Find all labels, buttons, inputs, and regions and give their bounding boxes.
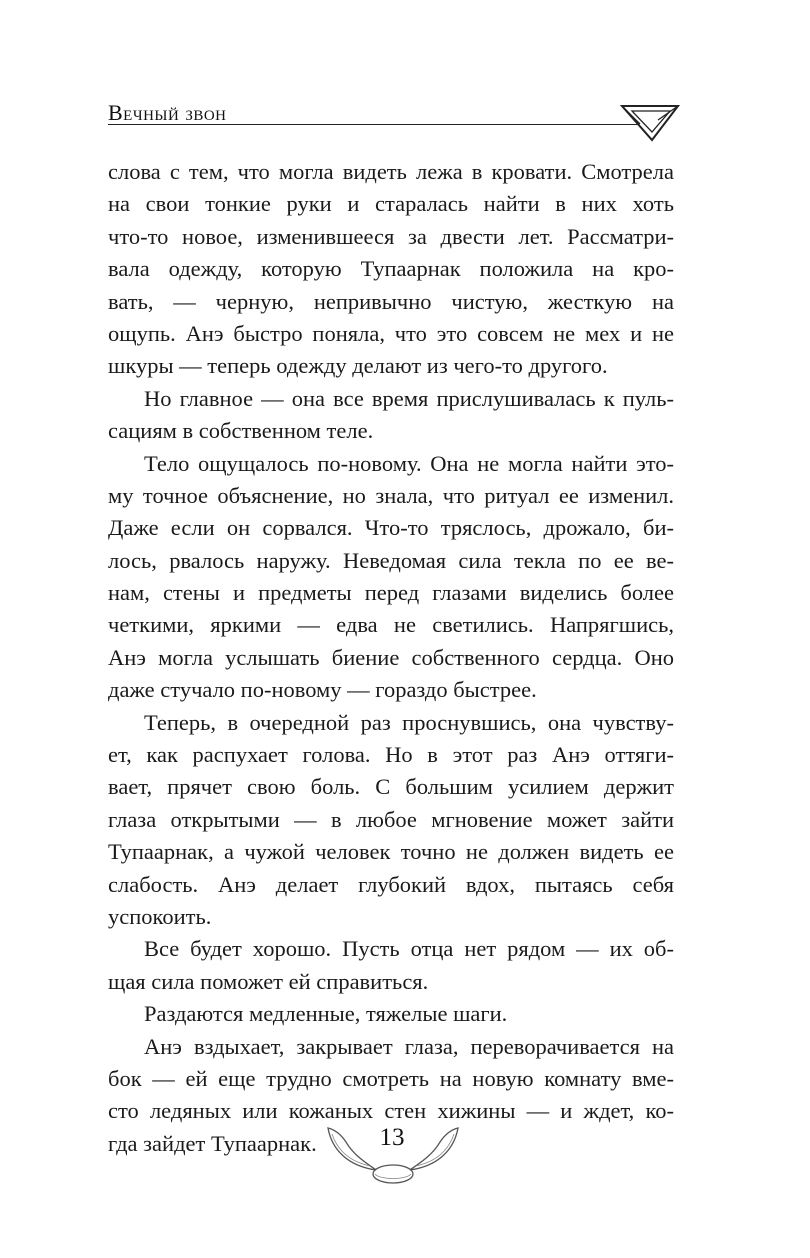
- text-line: Анэ вздыхает, закрывает глаза, переворачивается на: [144, 1033, 674, 1059]
- text-line: ощупь. Анэ быстро поняла, что это совсем не мех и не: [108, 320, 674, 346]
- text-line: Анэ могла услышать биение собственного сердца. Оно: [108, 644, 674, 670]
- text-line: лось, рвалось наружу. Неведомая сила текла по ее ве-: [108, 547, 674, 573]
- text-line: вает, прячет свою боль. С большим усилием держит: [108, 774, 674, 800]
- text-line: Раздаются медленные, тяжелые шаги.: [144, 1001, 508, 1027]
- text-line: Все будет хорошо. Пусть отца нет рядом — их об-: [144, 936, 674, 962]
- text-line: шкуры — теперь одежду делают из чего-то другого.: [108, 353, 608, 379]
- running-title: Вечный звон: [108, 100, 227, 125]
- text-line: ет, как распухает голова. Но в этот раз Анэ оттяги-: [108, 742, 674, 768]
- text-line: даже стучало по-новому — гораздо быстрее.: [108, 677, 537, 703]
- text-line: Но главное — она все время прислушивалась к пуль-: [144, 385, 674, 411]
- text-line: сто ледяных или кожаных стен хижины — и ждет, ко-: [108, 1098, 674, 1124]
- text-line: на свои тонкие руки и старалась найти в них хоть: [108, 191, 674, 217]
- text-line: вала одежду, которую Тупаарнак положила на кро-: [108, 256, 674, 282]
- text-line: щая сила поможет ей справиться.: [108, 968, 429, 994]
- text-line: что-то новое, изменившееся за двести лет. Рассматри-: [108, 223, 674, 249]
- text-line: гда зайдет Тупаарнак.: [108, 1130, 317, 1156]
- text-line: Даже если он сорвался. Что-то тряслось, дрожало, би-: [108, 515, 674, 541]
- text-line: бок — ей еще трудно смотреть на новую комнату вме-: [108, 1065, 674, 1091]
- text-line: му точное объяснение, но знала, что ритуал ее изменил.: [108, 482, 674, 508]
- text-line: глаза открытыми — в любое мгновение может зайти: [108, 806, 674, 832]
- text-line: слова с тем, что могла видеть лежа в кровати. Смотрела: [108, 159, 674, 184]
- text-line: сациям в собственном теле.: [108, 418, 374, 444]
- text-line: успокоить.: [108, 903, 212, 929]
- page-number: 13: [379, 1124, 405, 1151]
- text-line: Тело ощущалось по-новому. Она не могла найти это-: [144, 450, 674, 476]
- page-body: [108, 156, 674, 1160]
- text-line: Теперь, в очередной раз проснувшись, она чувству-: [144, 709, 674, 735]
- text-line: нам, стены и предметы перед глазами виделись более: [108, 580, 674, 606]
- header-rule: [108, 124, 638, 125]
- triangle-ornament-icon: [618, 98, 682, 144]
- text-line: четкими, яркими — едва не светились. Напрягшись,: [108, 612, 674, 638]
- text-line: вать, — черную, непривычно чистую, жесткую на: [108, 288, 674, 314]
- text-line: слабость. Анэ делает глубокий вдох, пытаясь себя: [108, 871, 674, 897]
- text-line: Тупаарнак, а чужой человек точно не должен видеть ее: [108, 839, 674, 865]
